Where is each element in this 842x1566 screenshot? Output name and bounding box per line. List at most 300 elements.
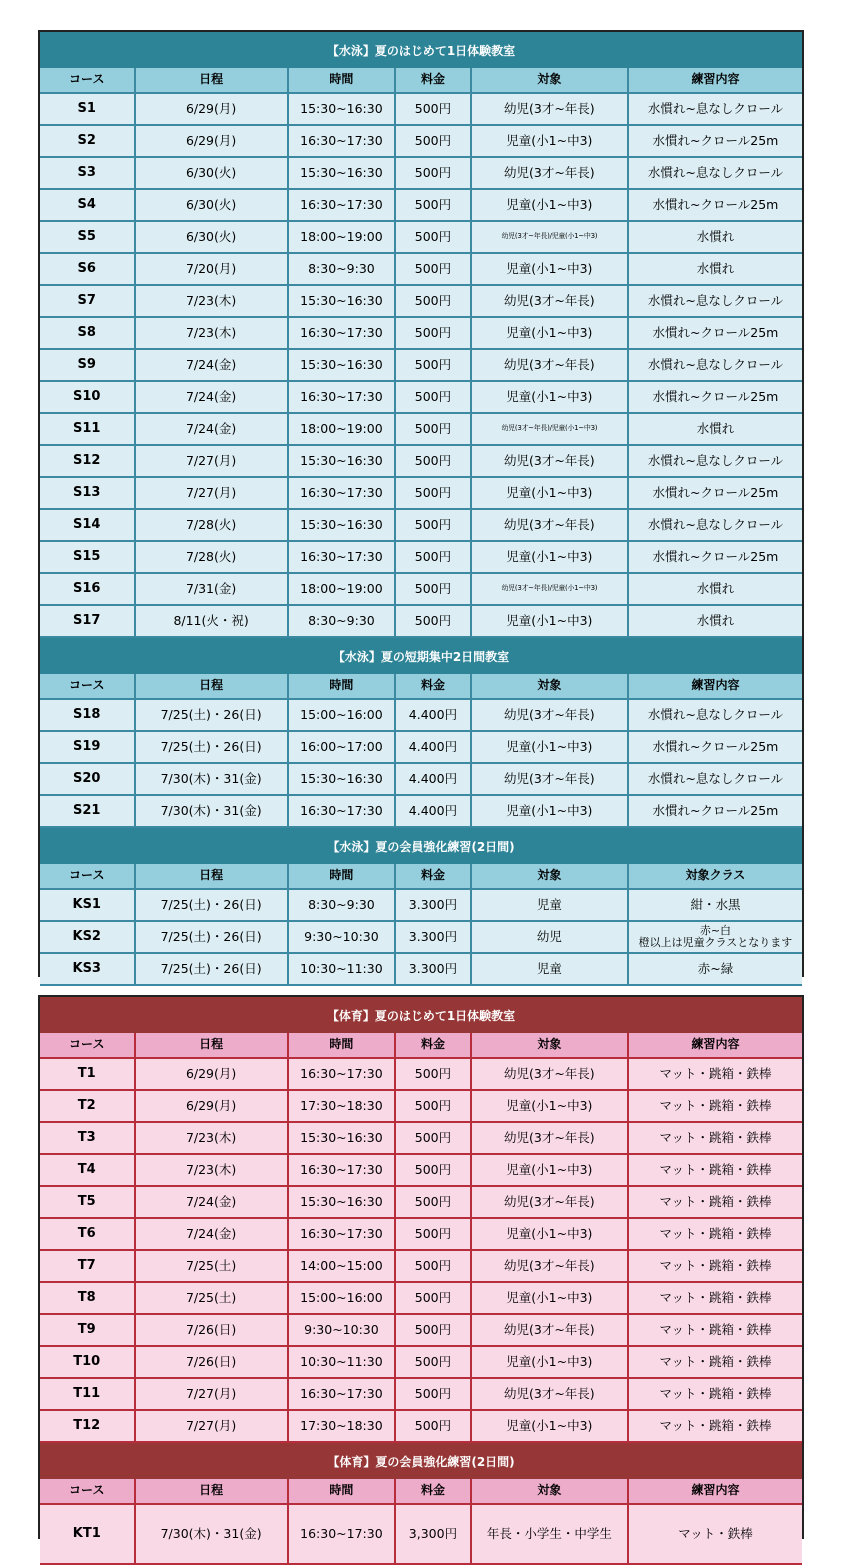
cell-date: 7/23(木) [136,1123,289,1155]
header-content: 対象クラス [629,864,802,890]
table-row [40,1155,802,1187]
cell-date: 7/28(火) [136,542,289,574]
cell-date: 7/23(木) [136,286,289,318]
header-target: 対象 [472,864,629,890]
cell-content: マット・跳箱・鉄棒 [629,1379,802,1411]
header-fee: 料金 [396,1479,472,1505]
cell-fee: 4.400円 [396,732,472,764]
cell-fee: 500円 [396,158,472,190]
cell-fee: 500円 [396,1283,472,1315]
section-title-swim-trial: 【水泳】夏のはじめて1日体験教室 [40,32,802,68]
table-row [40,1251,802,1283]
cell-course: S16 [40,574,136,606]
table-header-row [40,674,802,700]
cell-date: 6/29(月) [136,1059,289,1091]
cell-target: 児童(小1~中3) [472,1283,629,1315]
cell-fee: 500円 [396,1251,472,1283]
cell-time: 16:30~17:30 [289,1059,396,1091]
cell-target: 幼児(3才~年長) [472,94,629,126]
cell-time: 15:30~16:30 [289,446,396,478]
cell-target: 年長・小学生・中学生 [472,1505,629,1565]
header-date: 日程 [136,674,289,700]
cell-date: 8/11(火・祝) [136,606,289,638]
table-row [40,126,802,158]
cell-target: 児童 [472,890,629,922]
cell-content: マット・跳箱・鉄棒 [629,1091,802,1123]
table-row [40,94,802,126]
cell-target: 幼児(3才~年長) [472,1251,629,1283]
cell-content: マット・跳箱・鉄棒 [629,1283,802,1315]
cell-course: S17 [40,606,136,638]
cell-target: 幼児(3才~年長) [472,1315,629,1347]
cell-course: T7 [40,1251,136,1283]
cell-fee: 500円 [396,254,472,286]
cell-target: 児童(小1~中3) [472,126,629,158]
header-target: 対象 [472,68,629,94]
cell-content: 水慣れ~クロール25m [629,190,802,222]
cell-time: 10:30~11:30 [289,1347,396,1379]
cell-target: 幼児(3才~年長)/児童(小1~中3) [472,222,629,254]
cell-course: T11 [40,1379,136,1411]
cell-course: S11 [40,414,136,446]
cell-time: 17:30~18:30 [289,1411,396,1443]
cell-target: 幼児(3才~年長) [472,1059,629,1091]
cell-content: 紺・水黒 [629,890,802,922]
table-row [40,158,802,190]
cell-content: マット・鉄棒 [629,1505,802,1565]
cell-time: 16:30~17:30 [289,318,396,350]
header-time: 時間 [289,1479,396,1505]
table-row [40,606,802,638]
table-header-row [40,864,802,890]
header-content: 練習内容 [629,674,802,700]
cell-time: 15:30~16:30 [289,350,396,382]
cell-fee: 500円 [396,606,472,638]
cell-time: 16:30~17:30 [289,542,396,574]
header-course: コース [40,1033,136,1059]
table-row [40,478,802,510]
table-row [40,542,802,574]
table-swim-kaiin [40,864,802,986]
cell-time: 16:30~17:30 [289,190,396,222]
cell-fee: 3.300円 [396,890,472,922]
cell-content: 水慣れ [629,254,802,286]
cell-time: 15:30~16:30 [289,158,396,190]
cell-time: 15:30~16:30 [289,1187,396,1219]
cell-fee: 500円 [396,1347,472,1379]
cell-date: 7/26(日) [136,1315,289,1347]
cell-date: 7/24(金) [136,1187,289,1219]
table-header-row [40,1033,802,1059]
cell-time: 16:30~17:30 [289,1505,396,1565]
cell-target: 児童(小1~中3) [472,382,629,414]
cell-time: 16:00~17:00 [289,732,396,764]
cell-fee: 500円 [396,446,472,478]
header-time: 時間 [289,68,396,94]
cell-content: マット・跳箱・鉄棒 [629,1219,802,1251]
cell-course: KT1 [40,1505,136,1565]
cell-fee: 4.400円 [396,764,472,796]
cell-date: 7/25(土)・26(日) [136,732,289,764]
cell-fee: 500円 [396,1219,472,1251]
section-title-swim-short: 【水泳】夏の短期集中2日間教室 [40,638,802,674]
cell-date: 7/27(月) [136,1379,289,1411]
cell-target: 幼児(3才~年長) [472,286,629,318]
cell-date: 6/29(月) [136,1091,289,1123]
cell-date: 7/25(土) [136,1283,289,1315]
cell-course: KS1 [40,890,136,922]
cell-time: 15:00~16:00 [289,700,396,732]
cell-content: 水慣れ~クロール25m [629,478,802,510]
cell-content: 水慣れ [629,574,802,606]
cell-target: 児童(小1~中3) [472,796,629,828]
table-row [40,954,802,986]
header-target: 対象 [472,674,629,700]
cell-time: 16:30~17:30 [289,796,396,828]
cell-fee: 500円 [396,1123,472,1155]
cell-date: 7/24(金) [136,1219,289,1251]
cell-date: 7/30(木)・31(金) [136,764,289,796]
section-title-pe-trial: 【体育】夏のはじめて1日体験教室 [40,997,802,1033]
cell-course: S5 [40,222,136,254]
table-pe-kaiin [40,1479,802,1565]
table-row [40,1505,802,1565]
header-fee: 料金 [396,674,472,700]
table-row [40,318,802,350]
cell-date: 7/23(木) [136,318,289,350]
cell-content: 水慣れ~息なしクロール [629,158,802,190]
header-date: 日程 [136,1479,289,1505]
cell-target: 幼児(3才~年長) [472,1379,629,1411]
cell-content: 水慣れ~息なしクロール [629,350,802,382]
cell-time: 16:30~17:30 [289,382,396,414]
table-row [40,1315,802,1347]
table-header-row [40,1479,802,1505]
cell-time: 15:30~16:30 [289,764,396,796]
cell-fee: 500円 [396,574,472,606]
cell-date: 7/24(金) [136,414,289,446]
cell-time: 17:30~18:30 [289,1091,396,1123]
cell-content: 水慣れ~息なしクロール [629,700,802,732]
cell-course: T5 [40,1187,136,1219]
cell-course: S8 [40,318,136,350]
table-row [40,190,802,222]
cell-course: S21 [40,796,136,828]
cell-fee: 500円 [396,222,472,254]
cell-target: 児童 [472,954,629,986]
cell-course: KS2 [40,922,136,954]
cell-time: 16:30~17:30 [289,1155,396,1187]
cell-date: 7/25(土)・26(日) [136,700,289,732]
table-row [40,890,802,922]
cell-target: 幼児(3才~年長) [472,510,629,542]
cell-target: 児童(小1~中3) [472,1155,629,1187]
cell-time: 16:30~17:30 [289,126,396,158]
table-row [40,732,802,764]
cell-target: 幼児 [472,922,629,954]
cell-content: 水慣れ~クロール25m [629,796,802,828]
cell-content: マット・跳箱・鉄棒 [629,1059,802,1091]
cell-course: S7 [40,286,136,318]
header-course: コース [40,1479,136,1505]
section-title-swim-kaiin: 【水泳】夏の会員強化練習(2日間) [40,828,802,864]
cell-time: 8:30~9:30 [289,890,396,922]
cell-date: 7/26(日) [136,1347,289,1379]
cell-target: 児童(小1~中3) [472,1411,629,1443]
cell-content: 水慣れ~息なしクロール [629,764,802,796]
cell-time: 15:00~16:00 [289,1283,396,1315]
header-content: 練習内容 [629,68,802,94]
table-swim-trial [40,68,802,638]
cell-date: 6/29(月) [136,126,289,158]
cell-fee: 500円 [396,190,472,222]
header-fee: 料金 [396,864,472,890]
cell-target: 児童(小1~中3) [472,1347,629,1379]
cell-content: 水慣れ~クロール25m [629,318,802,350]
cell-fee: 500円 [396,286,472,318]
cell-fee: 500円 [396,510,472,542]
cell-time: 18:00~19:00 [289,574,396,606]
table-row [40,1411,802,1443]
cell-course: S9 [40,350,136,382]
cell-time: 15:30~16:30 [289,1123,396,1155]
cell-date: 7/20(月) [136,254,289,286]
cell-date: 6/30(火) [136,222,289,254]
table-row [40,1379,802,1411]
cell-course: S6 [40,254,136,286]
header-date: 日程 [136,1033,289,1059]
header-time: 時間 [289,674,396,700]
cell-date: 7/25(土)・26(日) [136,922,289,954]
cell-content: 水慣れ~息なしクロール [629,286,802,318]
table-row [40,510,802,542]
table-row [40,446,802,478]
cell-fee: 500円 [396,1155,472,1187]
table-row [40,1091,802,1123]
cell-date: 7/28(火) [136,510,289,542]
cell-time: 16:30~17:30 [289,1219,396,1251]
header-fee: 料金 [396,1033,472,1059]
cell-course: S10 [40,382,136,414]
class-note: 橙以上は児童クラスとなります [638,936,793,949]
table-row [40,922,802,954]
table-row [40,254,802,286]
cell-content: 水慣れ~クロール25m [629,126,802,158]
cell-time: 9:30~10:30 [289,922,396,954]
cell-time: 8:30~9:30 [289,606,396,638]
cell-course: KS3 [40,954,136,986]
header-course: コース [40,864,136,890]
cell-content: 水慣れ [629,222,802,254]
cell-course: S3 [40,158,136,190]
table-row [40,414,802,446]
cell-fee: 500円 [396,1059,472,1091]
cell-content: 水慣れ~クロール25m [629,382,802,414]
cell-target: 幼児(3才~年長) [472,700,629,732]
table-row [40,764,802,796]
cell-target: 児童(小1~中3) [472,606,629,638]
cell-target: 児童(小1~中3) [472,732,629,764]
cell-fee: 500円 [396,1411,472,1443]
header-date: 日程 [136,864,289,890]
table-row [40,286,802,318]
cell-time: 18:00~19:00 [289,222,396,254]
table-pe-trial [40,1033,802,1443]
cell-course: T1 [40,1059,136,1091]
cell-course: S2 [40,126,136,158]
cell-content: 水慣れ [629,606,802,638]
header-target: 対象 [472,1479,629,1505]
header-date: 日程 [136,68,289,94]
header-content: 練習内容 [629,1479,802,1505]
header-fee: 料金 [396,68,472,94]
table-row [40,1283,802,1315]
cell-fee: 500円 [396,318,472,350]
table-row [40,222,802,254]
cell-fee: 4.400円 [396,796,472,828]
cell-fee: 500円 [396,126,472,158]
cell-course: S14 [40,510,136,542]
cell-fee: 500円 [396,478,472,510]
class-range: 赤~白 [699,923,732,937]
cell-date: 7/24(金) [136,382,289,414]
cell-date: 7/30(木)・31(金) [136,1505,289,1565]
cell-course: T2 [40,1091,136,1123]
cell-target: 幼児(3才~年長) [472,350,629,382]
cell-course: T12 [40,1411,136,1443]
cell-time: 10:30~11:30 [289,954,396,986]
cell-content: 水慣れ~息なしクロール [629,94,802,126]
cell-target: 幼児(3才~年長) [472,1187,629,1219]
cell-target: 児童(小1~中3) [472,190,629,222]
table-swim-short [40,674,802,828]
cell-target: 幼児(3才~年長) [472,1123,629,1155]
table-row [40,382,802,414]
cell-fee: 3.300円 [396,954,472,986]
cell-target: 児童(小1~中3) [472,254,629,286]
cell-date: 7/30(木)・31(金) [136,796,289,828]
table-row [40,1347,802,1379]
cell-course: S20 [40,764,136,796]
cell-date: 6/30(火) [136,190,289,222]
cell-time: 15:30~16:30 [289,94,396,126]
cell-date: 7/31(金) [136,574,289,606]
cell-date: 7/27(月) [136,446,289,478]
cell-target: 児童(小1~中3) [472,1091,629,1123]
cell-time: 16:30~17:30 [289,1379,396,1411]
table-row [40,574,802,606]
cell-time: 15:30~16:30 [289,286,396,318]
table-row [40,350,802,382]
cell-fee: 500円 [396,1379,472,1411]
cell-content: 赤~緑 [629,954,802,986]
cell-content: マット・跳箱・鉄棒 [629,1155,802,1187]
cell-course: S4 [40,190,136,222]
cell-time: 16:30~17:30 [289,478,396,510]
cell-target: 児童(小1~中3) [472,318,629,350]
cell-fee: 500円 [396,350,472,382]
cell-target: 幼児(3才~年長) [472,446,629,478]
cell-content: 水慣れ~クロール25m [629,542,802,574]
header-course: コース [40,674,136,700]
cell-target: 児童(小1~中3) [472,542,629,574]
cell-course: S12 [40,446,136,478]
table-row [40,1059,802,1091]
cell-date: 7/24(金) [136,350,289,382]
cell-content: 水慣れ~クロール25m [629,732,802,764]
cell-fee: 3,300円 [396,1505,472,1565]
cell-target: 幼児(3才~年長)/児童(小1~中3) [472,414,629,446]
cell-course: S18 [40,700,136,732]
cell-time: 18:00~19:00 [289,414,396,446]
swim-schedule [38,30,804,977]
cell-fee: 500円 [396,1091,472,1123]
cell-time: 9:30~10:30 [289,1315,396,1347]
cell-content: マット・跳箱・鉄棒 [629,1251,802,1283]
cell-content [629,922,802,954]
cell-course: T4 [40,1155,136,1187]
cell-course: T10 [40,1347,136,1379]
cell-content: 水慣れ [629,414,802,446]
cell-content: 水慣れ~息なしクロール [629,510,802,542]
cell-content: 水慣れ~息なしクロール [629,446,802,478]
cell-date: 7/25(土)・26(日) [136,954,289,986]
cell-target: 幼児(3才~年長) [472,764,629,796]
cell-course: T3 [40,1123,136,1155]
header-target: 対象 [472,1033,629,1059]
table-row [40,1187,802,1219]
table-row [40,700,802,732]
cell-content: マット・跳箱・鉄棒 [629,1411,802,1443]
cell-fee: 500円 [396,542,472,574]
cell-course: S19 [40,732,136,764]
cell-fee: 500円 [396,382,472,414]
cell-fee: 4.400円 [396,700,472,732]
cell-fee: 500円 [396,1315,472,1347]
cell-time: 15:30~16:30 [289,510,396,542]
cell-date: 7/27(月) [136,478,289,510]
cell-date: 7/27(月) [136,1411,289,1443]
table-header-row [40,68,802,94]
cell-course: T8 [40,1283,136,1315]
cell-date: 6/29(月) [136,94,289,126]
cell-course: S1 [40,94,136,126]
cell-date: 6/30(火) [136,158,289,190]
cell-fee: 500円 [396,94,472,126]
cell-course: T6 [40,1219,136,1251]
cell-fee: 3.300円 [396,922,472,954]
cell-date: 7/23(木) [136,1155,289,1187]
table-row [40,1219,802,1251]
table-row [40,796,802,828]
cell-target: 幼児(3才~年長)/児童(小1~中3) [472,574,629,606]
cell-fee: 500円 [396,414,472,446]
cell-date: 7/25(土)・26(日) [136,890,289,922]
header-time: 時間 [289,1033,396,1059]
pe-schedule [38,995,804,1542]
cell-time: 14:00~15:00 [289,1251,396,1283]
cell-fee: 500円 [396,1187,472,1219]
cell-date: 7/25(土) [136,1251,289,1283]
cell-content: マット・跳箱・鉄棒 [629,1347,802,1379]
cell-target: 児童(小1~中3) [472,478,629,510]
cell-course: S13 [40,478,136,510]
cell-target: 児童(小1~中3) [472,1219,629,1251]
cell-course: S15 [40,542,136,574]
header-time: 時間 [289,864,396,890]
cell-target: 幼児(3才~年長) [472,158,629,190]
header-content: 練習内容 [629,1033,802,1059]
